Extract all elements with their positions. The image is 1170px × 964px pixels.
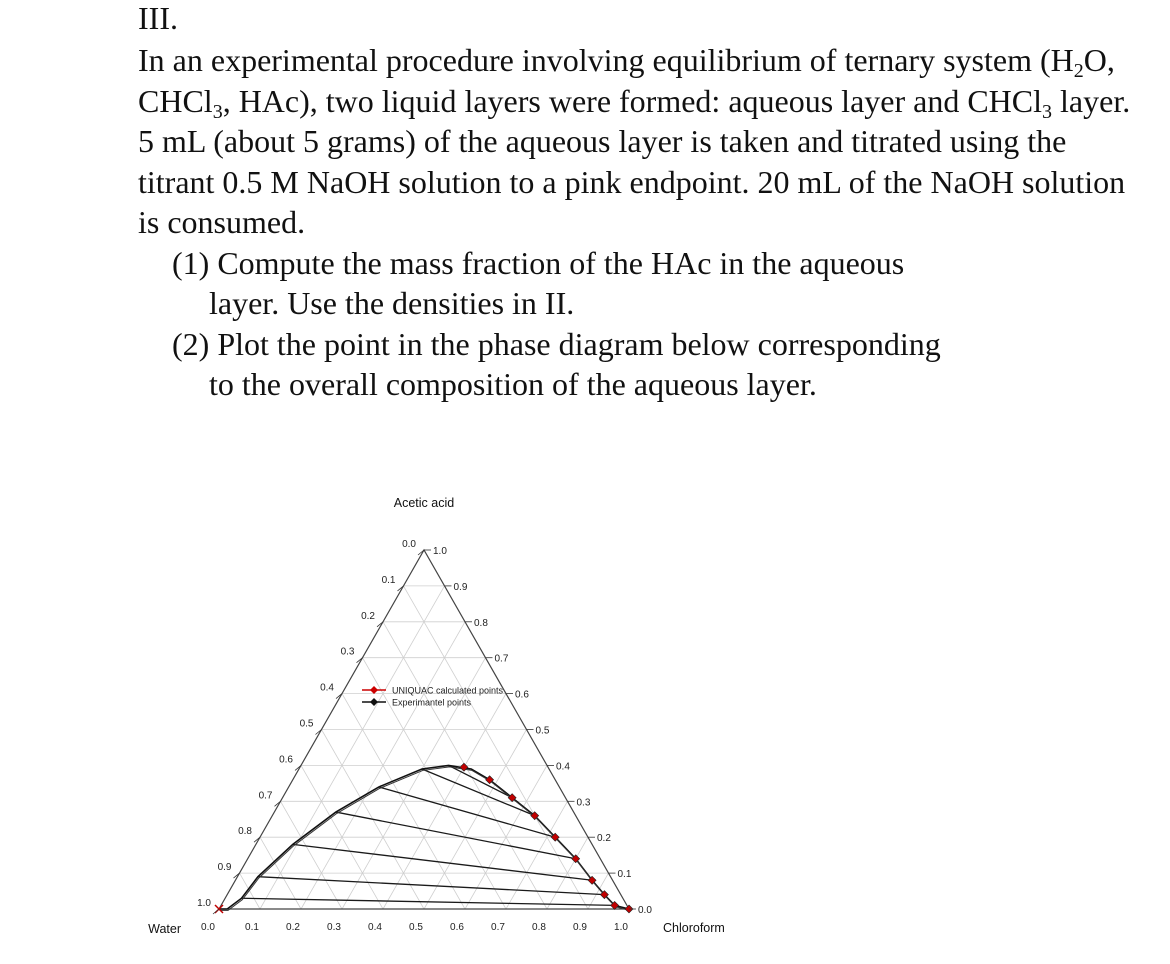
paragraph-part-2: O, CHCl	[138, 42, 1115, 119]
question-1-line1: Compute the mass fraction of the HAc in the aqueous	[209, 244, 905, 281]
chloroform-label: Chloroform	[663, 921, 725, 935]
left-tick-10	[213, 909, 219, 914]
subscript-3b: 3	[1042, 100, 1053, 123]
right-tick-label-4: 0.6	[515, 689, 529, 701]
acetic-acid-label: Acetic acid	[393, 496, 455, 510]
tie-line-4	[336, 812, 576, 859]
left-tick-label-9: 0.9	[217, 862, 232, 874]
grid-line-chloroform-5	[424, 730, 527, 910]
bottom-tick-label-4: 0.4	[368, 922, 382, 933]
left-tick-label-4: 0.4	[320, 682, 334, 694]
paragraph-part-1: In an experimental procedure involving equilibrium of ternary system (H	[138, 42, 1074, 78]
left-tick-label-2: 0.2	[361, 610, 375, 622]
right-tick-label-6: 0.4	[556, 761, 570, 773]
bottom-tick-label-0: 0.0	[201, 922, 215, 933]
legend	[362, 686, 504, 708]
bottom-tick-label-3: 0.3	[327, 922, 341, 933]
bottom-tick-label-8: 0.8	[532, 922, 546, 933]
left-tick-label-5: 0.5	[299, 718, 314, 730]
paragraph-part-4: layer. 5 mL (about 5 grams) of the aqueous layer is taken and titrated using the titrant 0.5 M NaOH solution to a pink endpoint. 20 mL of the NaOH solution is consumed.	[138, 82, 1131, 240]
bottom-tick-label-6: 0.6	[450, 922, 464, 933]
right-tick-label-3: 0.7	[494, 653, 509, 665]
question-2-line2: to the overall composition of the aqueous layer.	[209, 366, 817, 402]
grid-line-chloroform-1	[260, 586, 445, 909]
legend-label-1: UNIQUAC calculated points	[392, 685, 504, 696]
right-tick-label-2: 0.8	[474, 617, 488, 629]
data-markers	[215, 763, 633, 913]
bottom-tick-label-9: 0.9	[573, 922, 587, 933]
bottom-tick-label-10: 1.0	[614, 922, 628, 933]
left-tick-label-8: 0.8	[238, 826, 252, 838]
paragraph-part-3: , HAc), two liquid layers were formed: aqueous layer and CHCl	[222, 82, 1043, 119]
legend-label-2: Experimantel points	[392, 697, 472, 708]
water-label: Water	[148, 922, 181, 936]
bottom-tick-label-1: 0.1	[245, 922, 259, 933]
left-tick-label-3: 0.3	[340, 646, 355, 658]
right-tick-label-0: 1.0	[433, 546, 447, 557]
question-2-number: (2)	[172, 325, 210, 362]
left-tick-label-1: 0.1	[381, 574, 396, 586]
left-tick-label-7: 0.7	[258, 790, 273, 802]
bottom-tick-label-7: 0.7	[491, 922, 505, 933]
section-heading: III.	[138, 0, 178, 36]
bottom-tick-label-2: 0.2	[286, 922, 300, 933]
right-tick-label-5: 0.5	[535, 725, 550, 737]
left-tick-label-10: 1.0	[197, 898, 211, 909]
tie-line-6	[422, 769, 535, 816]
grid-line-water-7	[281, 801, 343, 909]
right-tick-label-10: 0.0	[638, 905, 652, 916]
bottom-tick-label-5: 0.5	[409, 922, 423, 933]
right-tick-label-8: 0.2	[597, 833, 611, 845]
legend-marker-1	[370, 686, 378, 694]
tie-line-2	[258, 877, 604, 895]
right-tick-label-7: 0.3	[576, 797, 591, 809]
tie-line-3	[293, 844, 592, 880]
tie-line-1	[242, 898, 615, 905]
subscript-3a: 3	[212, 100, 223, 123]
question-1-line2: layer. Use the densities in II.	[209, 285, 575, 321]
left-tick-label-0: 0.0	[402, 539, 416, 550]
question-1-number: (1)	[172, 244, 210, 281]
question-2-line1: Plot the point in the phase diagram below corresponding	[209, 325, 941, 362]
right-tick-label-9: 0.1	[617, 869, 632, 881]
right-tick-label-1: 0.9	[453, 581, 468, 593]
subscript-2: 2	[1073, 60, 1084, 82]
left-tick-label-6: 0.6	[279, 754, 293, 766]
